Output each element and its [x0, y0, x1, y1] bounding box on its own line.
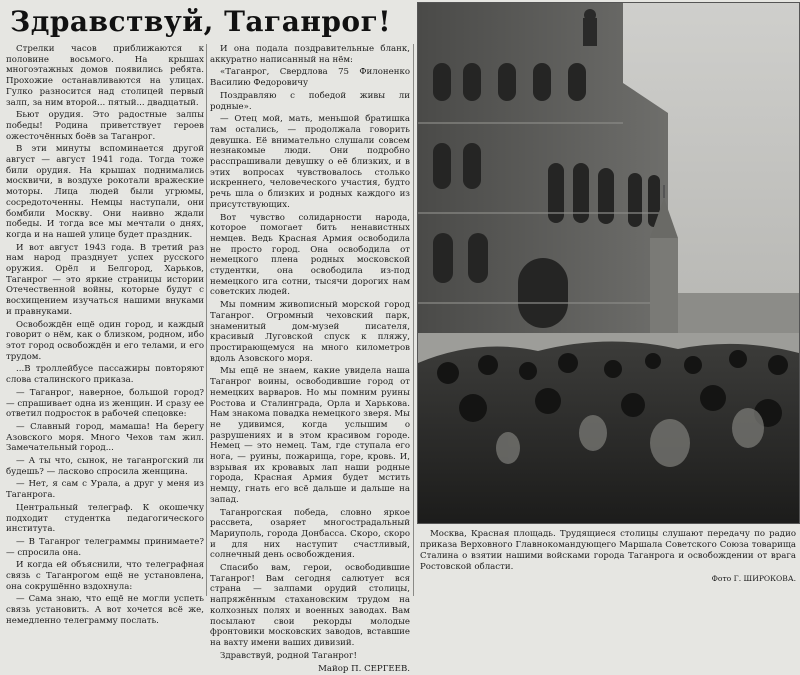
article-column-2: [210, 44, 410, 675]
column-divider: [206, 44, 207, 596]
paragraph: И вот август 1943 года. В третий раз нам народ празднует успех русского оружия. Орёл и Белгород, Харьков, Таганрог — это яркие страницы истории Отечественной войны, которые будут с восхищением изучаться нашими внуками и правнуками.: [6, 242, 204, 317]
red-square-photo: [417, 2, 800, 524]
column-divider: [413, 44, 414, 596]
paragraph: Мы ещё не знаем, какие увидела наша Таганрог воины, освободившие город от немецких варваров. Но мы помним руины Ростова и Сталинграда, Орла и Харькова. Нам знакома повадка немецкого зверя. Мы не удивимся, когда услышим о разрушениях и в этом красивом городе. Немец — это немец. Там, где ступала его нога, — руины, пожарища, горе, кровь. И, взрывая их кровавых лап наши родные города, Красная Армия будет мстить немцу, гнать его всё дальше и дальше на запад.: [210, 366, 410, 505]
photo-credit: Фото Г. ШИРОКОВА.: [711, 574, 796, 583]
paragraph: «Таганрог, Свердлова 75 Филоненко Василию Федоровичу: [210, 67, 410, 89]
paragraph: Бьют орудия. Это радостные залпы победы! Родина приветствует героев ожесточённых боёв за Таганрог.: [6, 110, 204, 142]
paragraph: Спасибо вам, герои, освободившие Таганрог! Вам сегодня салютует вся страна — залпами орудий столицы, напряжённым стахановским трудом на колхозных полях и военных заводах. Вам посылают свои рекорды молодые фронтовики московских заводов, вставшие на вахту имени ваших дивизий.: [210, 563, 410, 648]
headline: Здравствуй, Таганрог!: [10, 5, 392, 38]
paragraph: Мы помним живописный морской город Таганрог. Огромный чеховский парк, знаменитый дом-музей писателя, красивый Луговской спуск к пляжу, простирающемуся на много километров вдоль Азовского моря.: [210, 300, 410, 364]
paragraph: — А ты что, сынок, не таганрогский ли будешь? — ласково спросила женщина.: [6, 456, 204, 477]
paragraph: Освобождён ещё один город, и каждый говорит о нём, как о близком, родном, ибо этот город освобождён и его телами, и его трудом.: [6, 319, 204, 362]
photo-caption: Москва, Красная площадь. Трудящиеся столицы слушают передачу по радио приказа Верховного Главнокомандующего Маршала Советского Союза товарища Сталина о взятии нашими войсками города Таганрога и освобождении от врага Ростовской области.: [420, 529, 796, 572]
paragraph: И когда ей объяснили, что телеграфная связь с Таганрогом ещё не установлена, она сокрушённо вздохнула:: [6, 560, 204, 592]
paragraph: Таганрогская победа, словно яркое рассвета, озаряет многострадальный Мариуполь, города Донбасса. Скоро, скоро и для них наступит счастливый, солнечный день освобождения.: [210, 507, 410, 561]
paragraph: Вот чувство солидарности народа, которое помогает бить ненавистных немцев. Ведь Красная Армия освободила не просто город. Она освободила от немецкого плена родных московской студентки, она освободила из-под немецкого ига сотни, тысячи дорогих нам советских людей.: [210, 212, 410, 298]
author-signature: Майор П. СЕРГЕЕВ.: [318, 664, 410, 675]
paragraph: ...В троллейбусе пассажиры повторяют слова сталинского приказа.: [6, 364, 204, 386]
paragraph: — Отец мой, мать, меньшой братишка там остались, — продолжала говорить девушка. Её внимательно слушали совсем незнакомые люди. Они подробно расспрашивали девушку о её близких, и в этих вопросах чувствовалось столько искреннего, человеческого участия, будто речь шла о близких и родных каждого из присутствующих.: [210, 114, 410, 210]
paragraph: — Сама знаю, что ещё не могли успеть связь установить. А вот хочется всё же, немедленно телеграмму послать.: [6, 594, 204, 626]
paragraph: И она подала поздравительные бланк, аккуратно написанный на нём:: [210, 44, 410, 65]
paragraph: — Славный город, мамаша! На берегу Азовского моря. Много Чехов там жил. Замечательный город...: [6, 421, 204, 454]
paragraph: Поздравляю с победой живы ли родные».: [210, 90, 410, 112]
paragraph: В эти минуты вспоминается другой август — август 1941 года. Тогда тоже били орудия. На крышах поднимались москвичи, в воздухе рокотали вражеские моторы. Лица людей были угрюмы, сосредоточенны. Немцы наступали, они бомбили Москву. Они наивно ждали победы. И тогда все мы мечтали о днях, когда и на нашей улице будет праздник.: [6, 144, 204, 240]
paragraph: Здравствуй, родной Таганрог!: [220, 650, 357, 661]
paragraph: — Таганрог, наверное, большой город? — спрашивает одна из женщин. И сразу ее ответил подросток в рабочей спецовке:: [6, 387, 204, 420]
paragraph: — В Таганрог телеграммы принимаете? — спросила она.: [6, 536, 204, 558]
article-column-1: [6, 44, 204, 626]
paragraph: Стрелки часов приближаются к половине восьмого. На крышах многоэтажных домов появились ребята. Прохожие останавливаются на улицах. Гулко разносится над столицей первый залп, за ним второй... пятый... двадцатый.: [6, 44, 204, 108]
paragraph: Центральный телеграф. К окошечку подходит студентка педагогического института.: [6, 502, 204, 535]
paragraph: — Нет, я сам с Урала, а друг у меня из Таганрога.: [6, 479, 204, 501]
